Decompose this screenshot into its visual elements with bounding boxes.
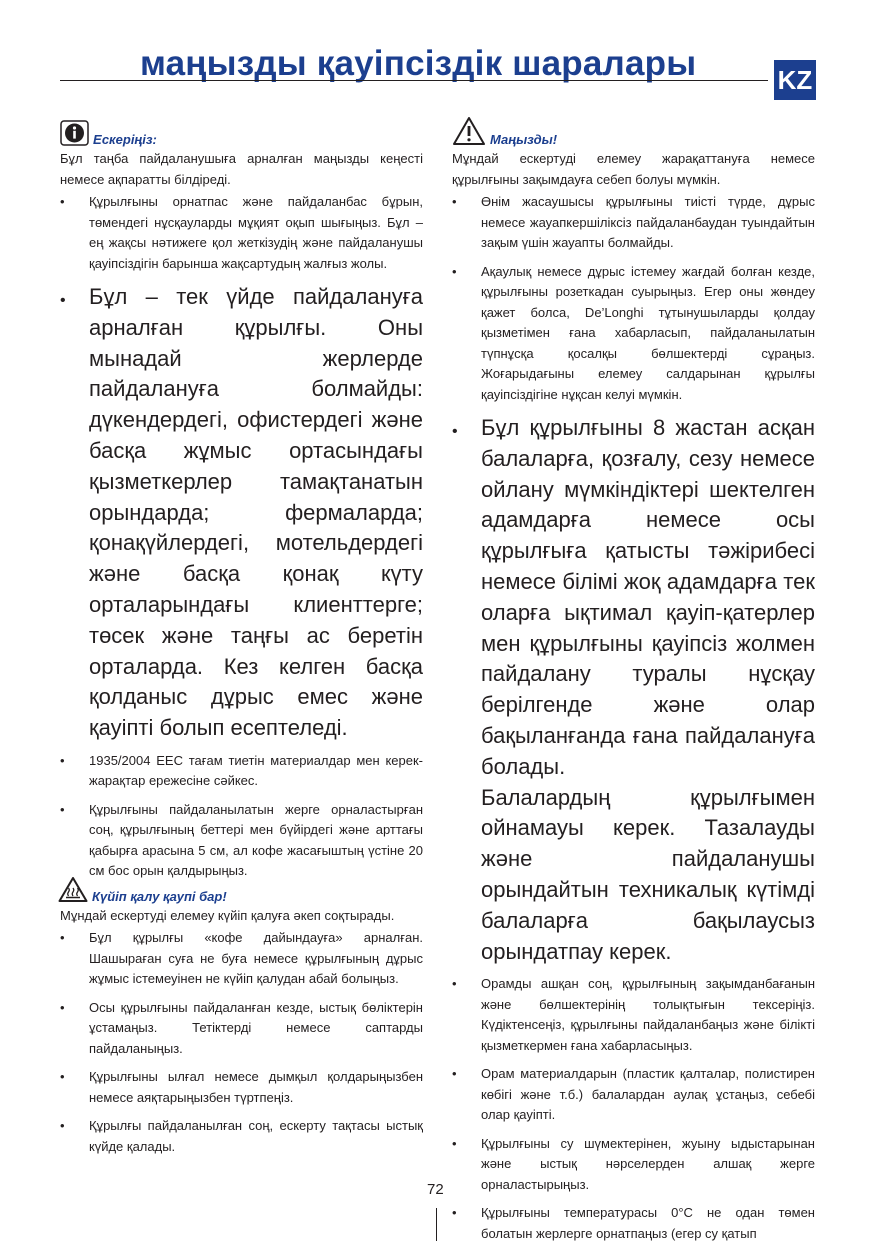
list-item-emphasis: • Бұл – тек үйде пайдалануға арналған құрылғы. Оны мынадай жерлерде пайдалануға болмайды: дүкендердегі, офистердегі және басқа жұмыс ортасындағы қызметкерлер тамақтанатын орындарда; фермаларда; қонақүйлердегі, мотельдердегі және басқа қонақ күту орталарындағы клиенттерге; төсек және таңғы ас беретін орталарда. Кез келген басқа қолданыс дұрыс емес және қауіпті болып есептеледі.	[60, 284, 423, 741]
bullet-list	[452, 192, 815, 1244]
list-item: • Өнім жасаушысы құрылғыны тиісті түрде, дұрыс немесе жауапкершіліксіз пайдаланбаудан туындайтын зақым үшін жауапты болмайды.	[452, 194, 815, 250]
burn-text: Мұндай ескертуді елемеу күйіп қалуға әкеп соқтырады.	[60, 907, 395, 923]
burn-heading-label: Күйіп қалу қаупі бар!	[92, 888, 227, 904]
list-item: • Құрылғыны су шүмектерінен, жуыну ыдыстарынан және ыстық нәрселерден алшақ жерге орналастырыңыз.	[452, 1135, 815, 1192]
page-title: маңызды қауіпсіздік шаралары	[140, 44, 697, 83]
note-text: Бұл таңба пайдаланушыға арналған маңызды кеңесті немесе ақпаратты білдіреді.	[60, 151, 423, 187]
important-heading	[452, 119, 815, 149]
important-text: Мұндай ескертуді елемеу жарақаттануға немесе құрылғыны зақымдауға себеп болуы мүмкін.	[452, 151, 815, 187]
info-icon	[60, 120, 89, 149]
list-item-emphasis: • Бұл құрылғыны 8 жастан асқан балаларға, қозғалу, сезу немесе ойлану мүмкіндіктері шектелген адамдарға немесе осы құрылғыға қатысты тәжірибесі немесе білімі жоқ адамдарға тек оларға ықтимал қауіп-қатерлер мен құрылғыны қауіпсіз жолмен пайдалану туралы нұсқау берілгенде және олар бақыланғанда ғана пайдалануға болады. Балалардың құрылғымен ойнамауы керек. Тазалауды және пайдаланушы орындайтын техникалық күтімді балаларға бақылаусыз орындатпау керек.	[452, 413, 815, 967]
list-item: • Құрылғыны температурасы 0°C не одан төмен болатын жерлерге орнатпаңыз (егер су қатып	[452, 1205, 815, 1241]
page-divider	[436, 1208, 437, 1241]
right-column	[452, 119, 815, 1252]
list-item: • Ақаулық немесе дұрыс істемеу жағдай болған кезде, құрылғыны розеткадан суырыңыз. Егер оны жөндеу қажет болса, De’Longhi тұтынушыларды қолдау қызметімен ғана хабарласып, пайдаланылатын түпнұсқа қосалқы бөлшектерді сұраңыз. Жоғарыдағыны елемеу салдарынан құрылғы қауіпсіздігіне нұқсан келуі мүмкін.	[452, 263, 815, 402]
list-item: • Орамды ашқан соң, құрылғының зақымданбағанын және бөлшектерінің толықтығын тексеріңіз. Күдіктенсеңіз, құрылғыны пайдаланбаңыз және білікті қызметкермен ғана хабарласыңыз.	[452, 976, 815, 1053]
bullet-list	[60, 192, 423, 882]
list-item: • Құрылғыны пайдаланылатын жерге орналастырған соң, құрылғының беттері мен бүйірдегі және арттағы қабырға арасына 5 см, ал кофе жасағыштың үстіне 20 см бос орын қалдырыңыз.	[60, 801, 423, 879]
left-column	[60, 119, 423, 1165]
bullet-list	[60, 928, 423, 1157]
list-item: • Бұл құрылғы «кофе дайындауға» арналған. Шашыраған суға не буға немесе құрылғының дұрыс жұмыс істемеуінен не күйіп қалудан абай болыңыз.	[60, 930, 423, 987]
list-item: • Орам материалдарын (пластик қалталар, полистирен көбігі және т.б.) балалардан аулақ ұстаңыз, себебі олар қауіпті.	[452, 1066, 815, 1123]
children-play-paragraph: Балалардың құрылғымен ойнамауы керек. Тазалауды және пайдаланушы орындайтын техникалық күтімді балаларға бақылаусыз орындатпау керек.	[481, 784, 815, 964]
page-number: 72	[427, 1181, 444, 1198]
note-heading-label: Ескеріңіз:	[93, 132, 157, 147]
children-use-paragraph: Бұл құрылғыны 8 жастан асқан балаларға, қозғалу, сезу немесе ойлану мүмкіндіктері шектелген адамдарға немесе осы құрылғыға қатысты тәжірибесі немесе білімі жоқ адамдарға тек оларға ықтимал қауіп-қатерлер мен құрылғыны қауіпсіз жолмен пайдалану туралы нұсқау берілгенде және олар бақыланғанда ғана пайдалануға болады.	[481, 415, 815, 779]
title-divider	[60, 80, 768, 81]
list-item: • Құрылғы пайдаланылған соң, ескерту тақтасы ыстық күйде қалады.	[60, 1118, 423, 1154]
list-item: • Құрылғыны ылғал немесе дымқыл қолдарыңызбен немесе аяқтарыңызбен түртпеңіз.	[60, 1069, 423, 1105]
list-item: • 1935/2004 EEC тағам тиетін материалдар мен керек-жарақтар ережесіне сәйкес.	[60, 752, 423, 789]
list-item: • Құрылғыны орнатпас және пайдаланбас бұрын, төмендегі нұсқауларды мұқият оқып шығыңыз. Бұл – ең жақсы нәтижеге қол жеткізудің және пайдаланушы қауіпсіздігін барынша жақсартудың жалғыз жолы.	[60, 194, 423, 271]
important-heading-label: Маңызды!	[490, 132, 558, 147]
language-badge: KZ	[774, 60, 816, 100]
list-item: • Осы құрылғыны пайдаланған кезде, ыстық бөліктерін ұстамаңыз. Тетіктерді немесе саптарды пайдаланыңыз.	[60, 999, 423, 1056]
warning-triangle-icon	[452, 116, 486, 149]
note-heading	[60, 119, 423, 149]
